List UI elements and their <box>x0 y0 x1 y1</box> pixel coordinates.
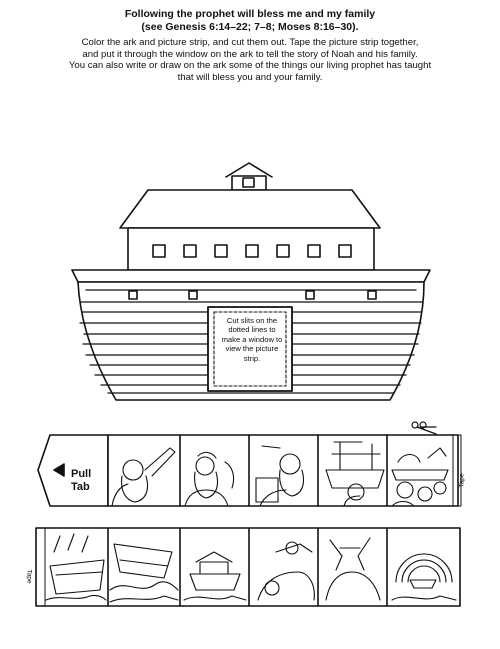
instruction-line: You can also write or draw on the ark some of the things our living prophet has taught <box>68 60 432 72</box>
picture-strip-bottom <box>36 528 460 606</box>
scripture-reference: (see Genesis 6:14–22; 7–8; Moses 8:16–30). <box>141 21 359 33</box>
tape-label-right: Tape <box>458 473 466 488</box>
window-instructions: Cut slits on the dotted lines to make a window to view the picture strip. <box>221 316 283 363</box>
scissors-icon <box>412 422 436 434</box>
pull-tab-line: Tab <box>71 481 90 493</box>
pull-tab-label[interactable] <box>71 468 91 494</box>
tape-label-left: Tape <box>25 569 33 584</box>
page-title: Following the prophet will bless me and my family <box>124 8 376 20</box>
pull-tab-line: Pull <box>71 468 92 480</box>
instruction-line: and put it through the window on the ark to tell the story of Noah and his family. <box>82 48 418 60</box>
instruction-line: Color the ark and picture strip, and cut them out. Tape the picture strip together, <box>81 37 419 48</box>
instruction-line: that will bless you and your family. <box>177 71 323 83</box>
ark-icon <box>72 163 430 400</box>
